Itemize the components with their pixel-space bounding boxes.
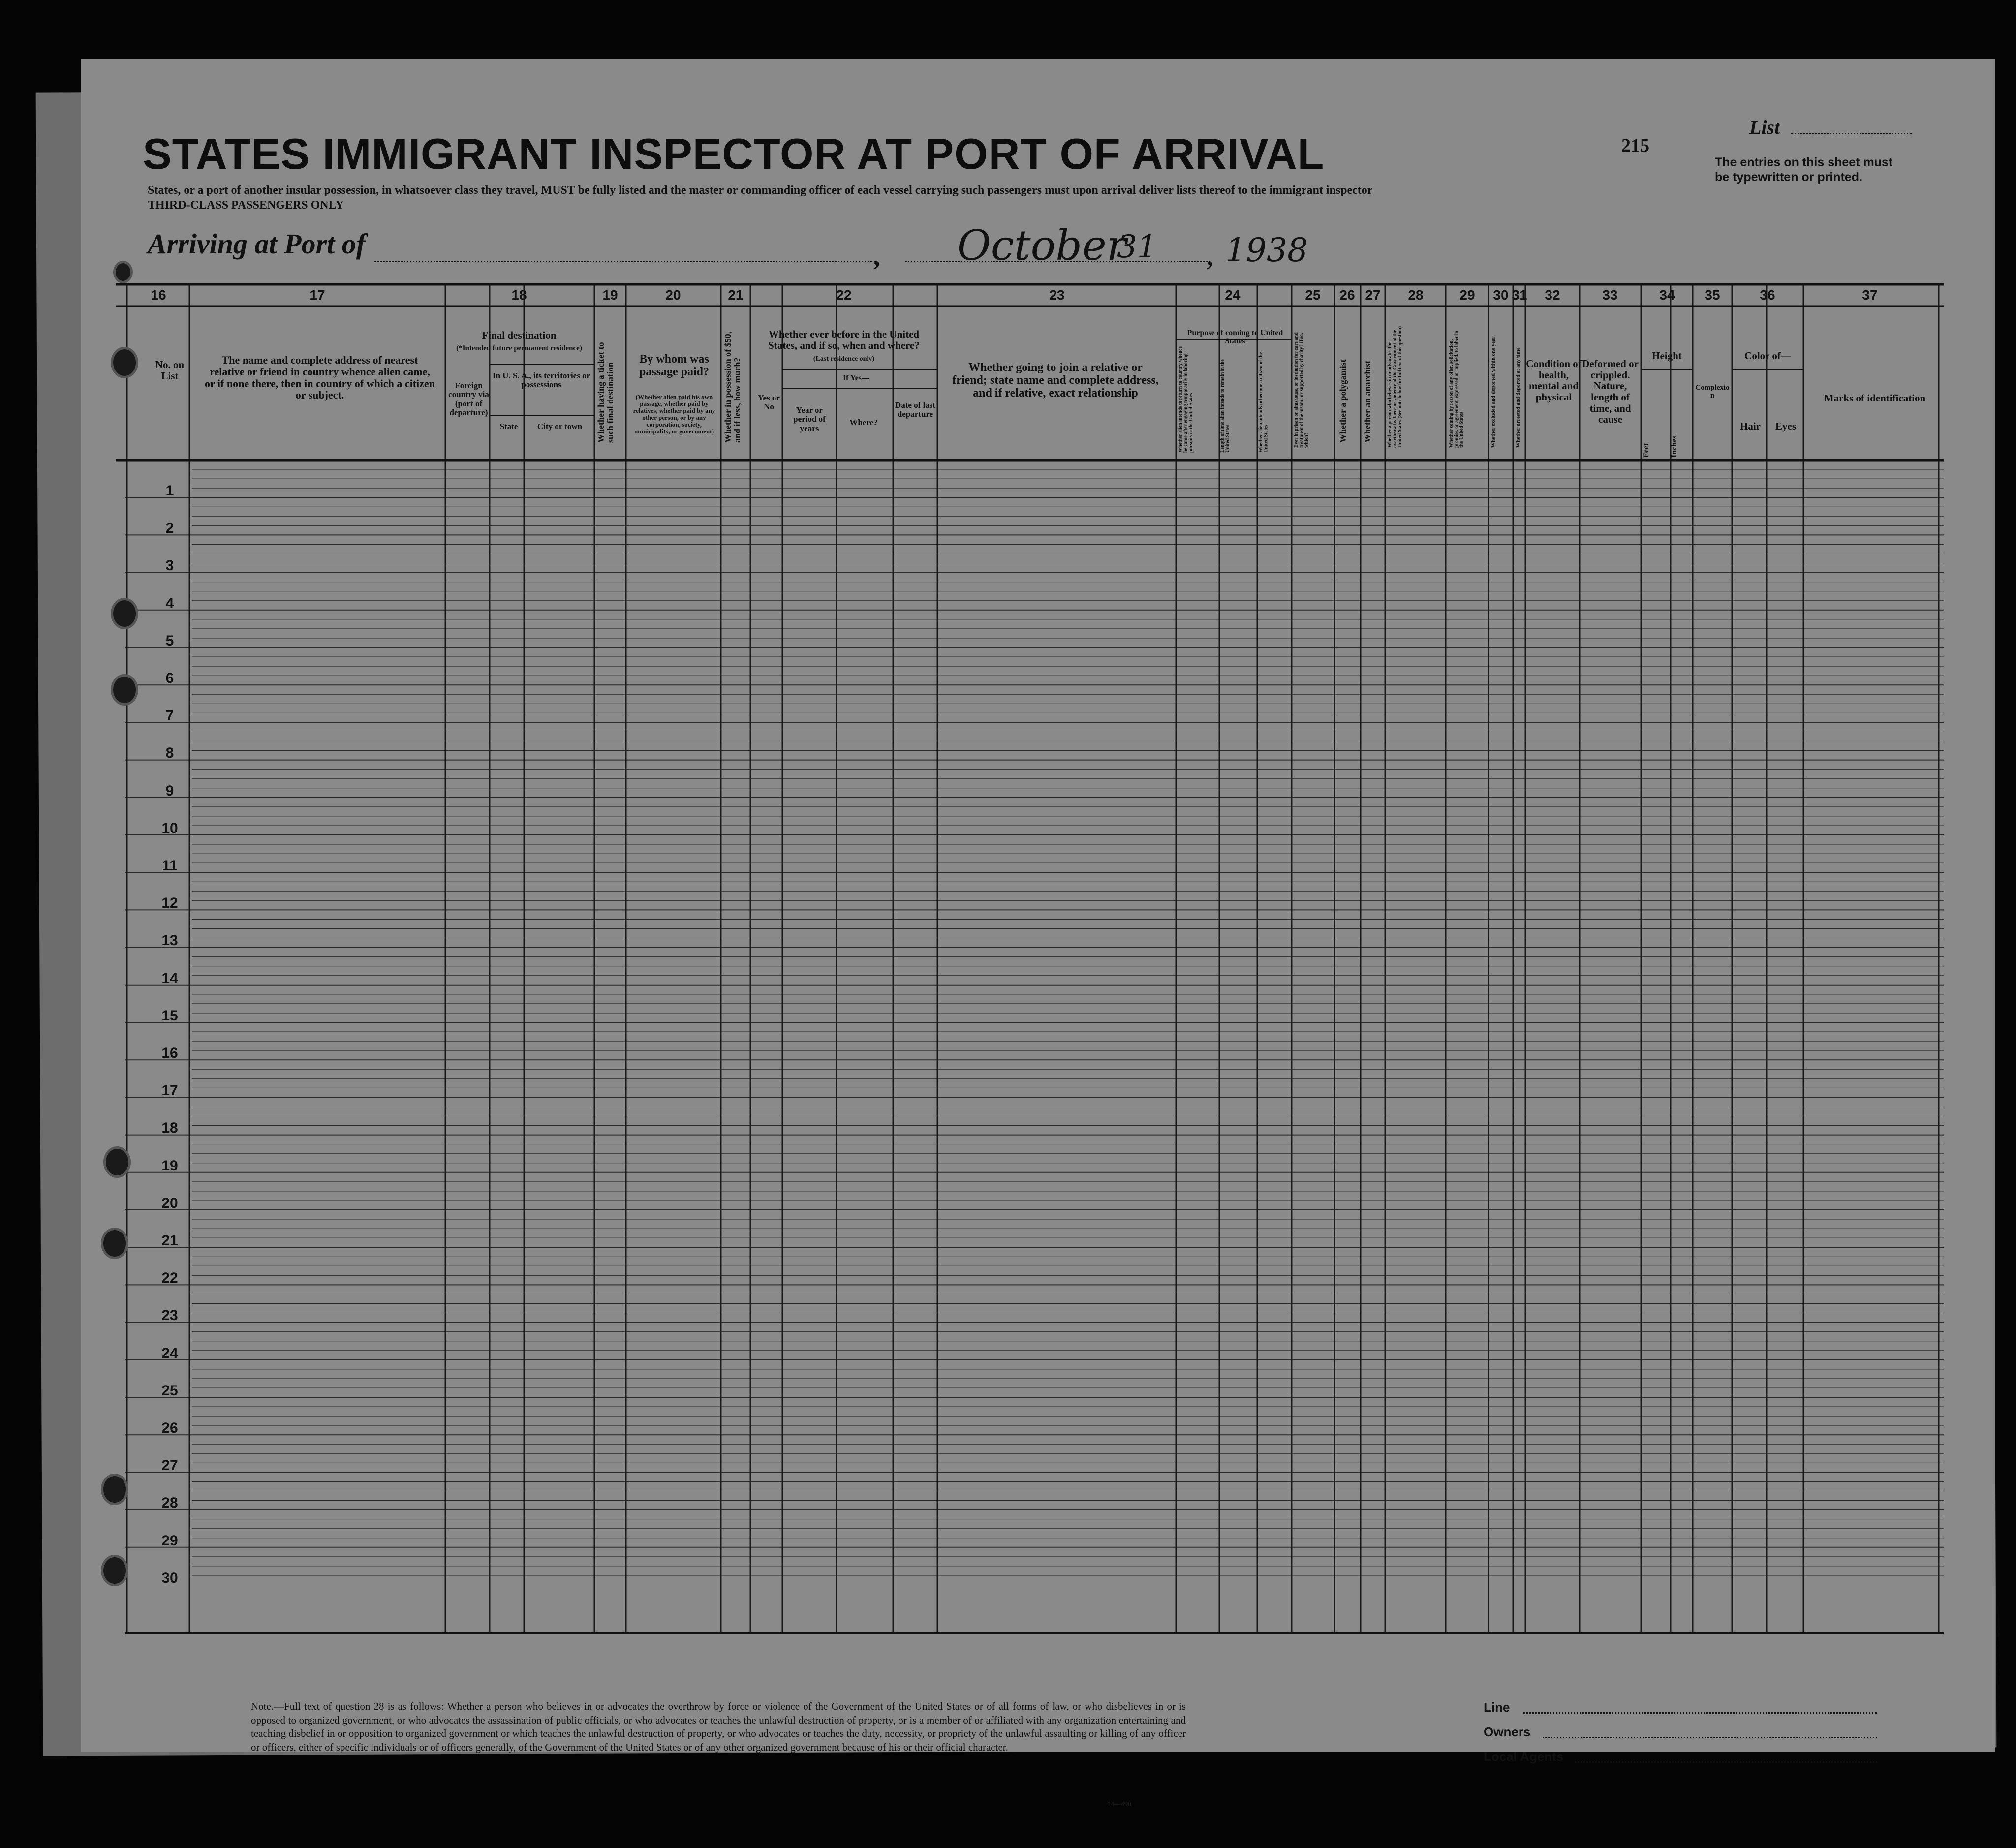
header-year-or-period: Year or period of years [793,405,826,433]
header-where: Where? [849,418,878,427]
column-number: 16 [151,287,166,303]
header-final-destination-sub: (*Intended future permanent residence) [456,344,582,352]
binder-hole [113,261,133,283]
local-agents-field[interactable] [1575,1761,1877,1763]
row-number: 13 [161,932,178,949]
header-ticket: Whether having a ticket to such final destination [596,342,615,443]
header-purpose: Purpose of coming to United States [1187,329,1283,346]
row-number: 9 [165,782,174,799]
column-number: 20 [665,287,681,303]
question-28-note: Note.—Full text of question 28 is as follows: Whether a person who believes in or advocates the overthrow by force or violence of the Government of the United States or of all forms of law, or who disbelieves in or is opposed to organized government, or who advocates the assassination of public officials, or who advocates or teaches the unlawful destruction of property, or is a member of or affiliated with any organization entertaining and teaching disbelief in or opposition to organized government or which teaches the unlawful destruction of property, or who advocates or teaches the duty, necessity, or propriety of the unlawful assaulting or killing of any officer or officers, either of specific individuals or of officers generally, of the Government of the United States or of any other organized government because of his or their official character. [251,1700,1186,1754]
column-number: 18 [511,287,527,303]
header-yes-or-no: Yes or No [758,393,780,412]
separator-comma: , [1207,242,1213,271]
column-number: 37 [1862,287,1878,303]
column-number: 30 [1493,287,1509,303]
binder-hole [111,674,138,706]
header-height: Height [1652,350,1682,362]
list-label: List [1749,116,1780,138]
handwritten-month: October [957,221,1126,270]
row-number: 23 [161,1307,178,1324]
header-fifty-dollars: Whether in possession of $50, and if less, how much? [723,331,742,443]
row-number: 22 [161,1270,178,1287]
typewritten-instruction-2: be typewritten or printed. [1715,170,1863,184]
row-number: 21 [161,1232,178,1249]
row-number: 30 [161,1570,178,1586]
binder-hole [101,1228,128,1259]
column-number: 19 [602,287,618,303]
row-number: 18 [161,1120,178,1137]
row-number: 17 [161,1082,178,1099]
header-if-yes: If Yes— [842,374,870,382]
header-purpose-return: Whether alien intends to return to country whence he came after engaging temporarily in laboring pursuits in the United States [1178,346,1194,453]
column-number: 27 [1365,287,1381,303]
header-purpose-length: Length of time alien intends to remain in the United States [1220,359,1231,453]
row-number: 15 [161,1007,178,1024]
header-eyes: Eyes [1775,420,1796,432]
typewritten-instruction: The entries on this sheet must [1715,155,1893,169]
header-purpose-citizen: Whether alien intends to become a citizen of the United States [1258,352,1269,453]
header-arrested: Whether arrested and deported at any time [1515,347,1521,448]
owners-field[interactable] [1543,1737,1877,1738]
header-nearest-relative: The name and complete address of nearest relative or friend in country whence alien came, or if none there, then in country of which a citizen or subject. [205,354,435,401]
column-number: 34 [1659,287,1675,303]
local-agents-label: Local Agents [1484,1749,1564,1764]
header-final-destination: Final destination [482,329,557,341]
row-number: 10 [161,820,178,836]
header-date-last-departure: Date of last departure [895,400,936,419]
column-number: 29 [1459,287,1475,303]
row-number: 14 [161,970,178,986]
header-hair: Hair [1740,420,1761,432]
column-number: 24 [1225,287,1241,303]
header-labor-offer: Whether coming by reason of any offer, solicitation, promise, or agreement, expressed or implied, to labor in the United States [1449,330,1464,448]
row-number: 29 [161,1532,178,1549]
row-number: 5 [165,632,174,649]
header-before-in-us-sub: (Last residence only) [813,355,875,363]
column-number: 23 [1049,287,1065,303]
subtitle-class: THIRD-CLASS PASSENGERS ONLY [148,199,344,212]
arriving-port-label: Arriving at Port of [148,228,366,260]
row-number: 2 [165,520,174,537]
subtitle-instructions: States, or a port of another insular possession, in whatsoever class they travel, MUST be fully listed and the master or commanding officer of each vessel carrying such passengers must upon arrival deliver lists thereof to the immigrant inspector [148,184,1373,197]
line-label: Line [1484,1700,1510,1715]
column-number: 28 [1408,287,1424,303]
header-no-on-list: No. on List [155,359,185,382]
header-color-of: Color of— [1744,350,1791,362]
row-number: 6 [165,670,174,686]
row-number: 16 [161,1045,178,1061]
binder-hole [101,1474,128,1505]
binder-hole [111,598,138,629]
row-number: 7 [165,708,174,724]
row-number: 27 [161,1457,178,1474]
row-number: 25 [161,1382,178,1399]
form-code: 14—490 [1107,1801,1131,1808]
header-foreign-country: Foreign country via (port of departure) [448,381,489,418]
header-health: Condition of health, mental and physical [1526,358,1582,403]
column-number: 33 [1602,287,1618,303]
row-number: 28 [161,1495,178,1511]
line-field[interactable] [1523,1712,1877,1714]
owners-label: Owners [1484,1725,1531,1739]
header-deformed: Deformed or crippled. Nature, length of time, and cause [1582,358,1639,426]
header-inches: Inches [1670,435,1678,458]
row-number: 3 [165,557,174,574]
header-in-usa: In U. S. A., its territories or possessions [492,371,590,390]
binder-hole [103,1146,131,1178]
header-anarchist: Whether an anarchist [1363,360,1372,443]
handwritten-day: 31 [1117,229,1157,265]
header-feet: Feet [1642,443,1650,458]
header-prison: Ever in prison or almshouse, or institution for care and treatment of the insane, or supported by charity? If so, which? [1294,332,1309,448]
column-number: 22 [836,287,852,303]
column-number: 25 [1305,287,1321,303]
separator-comma: , [873,242,880,271]
header-state: State [499,422,518,431]
column-number: 32 [1545,287,1560,303]
column-number: 21 [728,287,744,303]
column-number: 36 [1760,287,1775,303]
header-city: City or town [537,422,583,431]
row-number: 4 [165,595,174,612]
header-passage-paid: By whom was passage paid? [639,353,710,378]
column-number: 35 [1705,287,1720,303]
row-number: 24 [161,1345,178,1361]
row-number: 12 [161,895,178,912]
header-complexion: Complexion [1695,384,1730,400]
row-number: 8 [165,745,174,762]
header-marks-identification: Marks of identification [1824,392,1926,404]
row-number: 20 [161,1195,178,1211]
header-before-in-us: Whether ever before in the United States, and if so, when and where? [768,328,920,351]
row-number: 19 [161,1157,178,1174]
row-number: 1 [165,483,174,499]
header-join-relative: Whether going to join a relative or friend; state name and complete address, and if relative, exact relationship [952,361,1159,400]
page-title: STATES IMMIGRANT INSPECTOR AT PORT OF ARRIVAL [143,129,1325,178]
binder-hole [111,347,138,378]
column-number: 26 [1339,287,1355,303]
row-number: 26 [161,1420,178,1436]
column-number: 31 [1512,287,1527,303]
header-passage-paid-sub: (Whether alien paid his own passage, whether paid by relatives, whether paid by any other person, or by any corporation, society, municipality, or government) [633,393,715,435]
sheet-number: 215 [1621,135,1649,156]
column-number: 17 [310,287,325,303]
header-excluded: Whether excluded and deported within one year [1490,336,1496,448]
row-number: 11 [162,858,178,874]
header-polygamist: Whether a polygamist [1338,359,1348,443]
binder-hole [101,1555,128,1586]
header-overthrow: Whether a person who believes in or advocates the overthrow by force or violence of the Government of the United States (See note below for full text of this question) [1387,326,1403,448]
handwritten-year: 1938 [1225,231,1308,269]
